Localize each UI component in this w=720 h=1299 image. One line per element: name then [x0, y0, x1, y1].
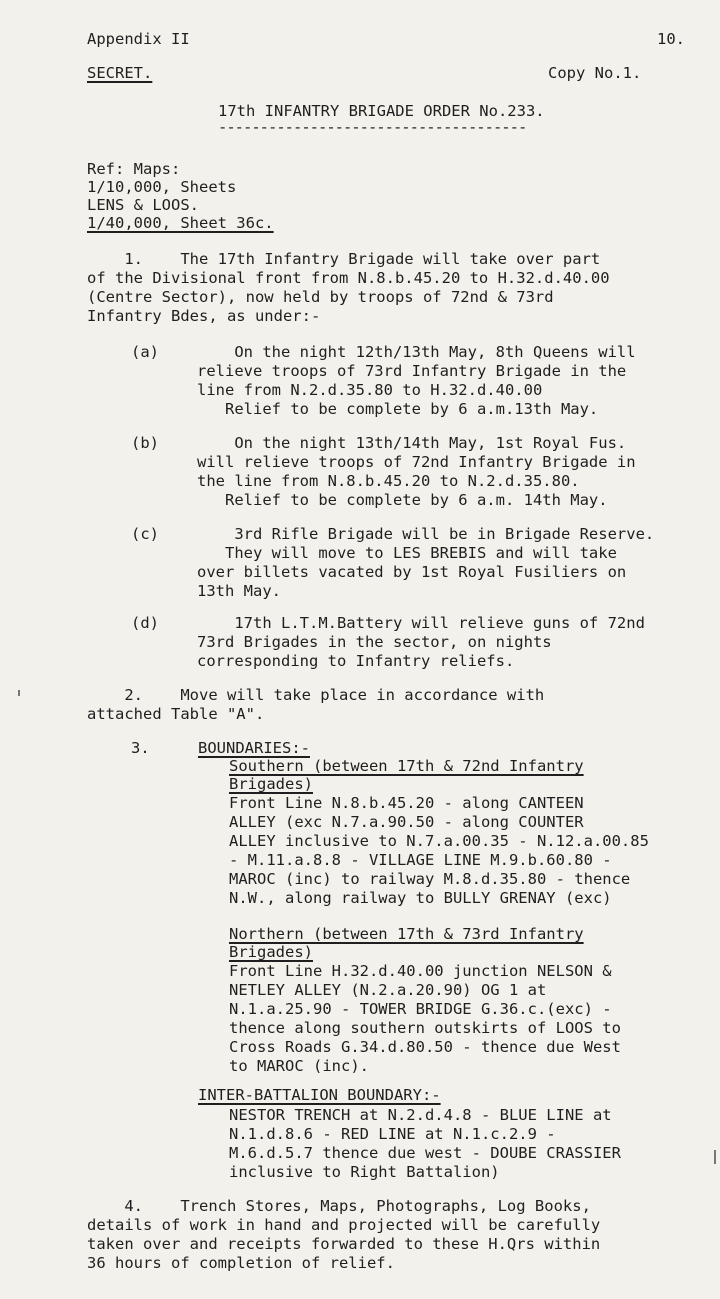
scan-mark [18, 690, 20, 696]
inter-battalion-heading: INTER-BATTALION BOUNDARY:- [198, 1086, 441, 1104]
ref-line-4: 1/40,000, Sheet 36c. [87, 214, 274, 232]
subpara-b-label: (b) [131, 434, 159, 452]
ref-line-3: LENS & LOOS. [87, 196, 199, 214]
southern-line: N.W., along railway to BULLY GRENAY (exc) [229, 889, 612, 907]
southern-line: ALLEY (exc N.7.a.90.50 - along COUNTER [229, 813, 584, 831]
southern-line: ALLEY inclusive to N.7.a.00.35 - N.12.a.00.85 [229, 832, 649, 850]
boundaries-heading: BOUNDARIES:- [198, 739, 310, 757]
para2-line: attached Table "A". [87, 705, 265, 723]
southern-line: - M.11.a.8.8 - VILLAGE LINE M.9.b.60.80 - [229, 851, 612, 869]
para4-line: 36 hours of completion of relief. [87, 1254, 395, 1272]
subpara-a-line: On the night 12th/13th May, 8th Queens will [197, 343, 636, 361]
inter-battalion-line: M.6.d.5.7 thence due west - DOUBE CRASSIER [229, 1144, 621, 1162]
subpara-c-label: (c) [131, 525, 159, 543]
subpara-b-line: On the night 13th/14th May, 1st Royal Fus. [197, 434, 627, 452]
para4-line: taken over and receipts forwarded to these H.Qrs within [87, 1235, 601, 1253]
subpara-c-line: They will move to LES BREBIS and will take [197, 544, 617, 562]
northern-line: Front Line H.32.d.40.00 junction NELSON & [229, 962, 612, 980]
subpara-b-line: Relief to be complete by 6 a.m. 14th May. [197, 491, 608, 509]
subpara-b-line: will relieve troops of 72nd Infantry Brigade in [197, 453, 636, 471]
northern-line: Cross Roads G.34.d.80.50 - thence due West [229, 1038, 621, 1056]
appendix-label: Appendix II [87, 30, 190, 48]
southern-heading-2: Brigades) [229, 775, 313, 793]
subpara-a-label: (a) [131, 343, 159, 361]
inter-battalion-line: NESTOR TRENCH at N.2.d.4.8 - BLUE LINE at [229, 1106, 612, 1124]
para2-line: 2. Move will take place in accordance with [87, 686, 545, 704]
southern-line: MAROC (inc) to railway M.8.d.35.80 - thence [229, 870, 631, 888]
subpara-a-line: relieve troops of 73rd Infantry Brigade in the [197, 362, 627, 380]
subpara-c-line: 13th May. [197, 582, 281, 600]
subpara-d-line: 73rd Brigades in the sector, on nights [197, 633, 552, 651]
inter-battalion-line: inclusive to Right Battalion) [229, 1163, 500, 1181]
northern-heading-2: Brigades) [229, 943, 313, 961]
southern-heading: Southern (between 17th & 72nd Infantry [229, 757, 584, 775]
classification-label: SECRET. [87, 64, 153, 82]
inter-battalion-line: N.1.d.8.6 - RED LINE at N.1.c.2.9 - [229, 1125, 556, 1143]
subpara-d-line: corresponding to Infantry reliefs. [197, 652, 515, 670]
para1-line: (Centre Sector), now held by troops of 72nd & 73rd [87, 288, 554, 306]
order-title: 17th INFANTRY BRIGADE ORDER No.233. [218, 102, 545, 120]
para1-line: Infantry Bdes, as under:- [87, 307, 321, 325]
northern-line: to MAROC (inc). [229, 1057, 369, 1075]
para1-line: of the Divisional front from N.8.b.45.20 to H.32.d.40.00 [87, 269, 610, 287]
subpara-c-line: 3rd Rifle Brigade will be in Brigade Reserve. [197, 525, 655, 543]
subpara-d-label: (d) [131, 614, 159, 632]
northern-heading: Northern (between 17th & 73rd Infantry [229, 925, 584, 943]
subpara-a-line: Relief to be complete by 6 a.m.13th May. [197, 400, 599, 418]
ref-line-1: Ref: Maps: [87, 160, 181, 178]
copy-number: Copy No.1. [548, 64, 642, 82]
para1-line: 1. The 17th Infantry Brigade will take over part [87, 250, 601, 268]
scan-mark [714, 1150, 716, 1164]
para3-number: 3. [131, 739, 150, 757]
para4-line: 4. Trench Stores, Maps, Photographs, Log Books, [87, 1197, 591, 1215]
title-rule: ------------------------------------- [218, 118, 527, 136]
ref-line-2: 1/10,000, Sheets [87, 178, 237, 196]
page-number: 10. [657, 30, 685, 48]
northern-line: thence along southern outskirts of LOOS to [229, 1019, 621, 1037]
northern-line: NETLEY ALLEY (N.2.a.20.90) OG 1 at [229, 981, 547, 999]
subpara-d-line: 17th L.T.M.Battery will relieve guns of 72nd [197, 614, 645, 632]
para4-line: details of work in hand and projected will be carefully [87, 1216, 601, 1234]
subpara-a-line: line from N.2.d.35.80 to H.32.d.40.00 [197, 381, 543, 399]
subpara-b-line: the line from N.8.b.45.20 to N.2.d.35.80. [197, 472, 580, 490]
southern-line: Front Line N.8.b.45.20 - along CANTEEN [229, 794, 584, 812]
northern-line: N.1.a.25.90 - TOWER BRIDGE G.36.c.(exc) - [229, 1000, 612, 1018]
subpara-c-line: over billets vacated by 1st Royal Fusiliers on [197, 563, 627, 581]
